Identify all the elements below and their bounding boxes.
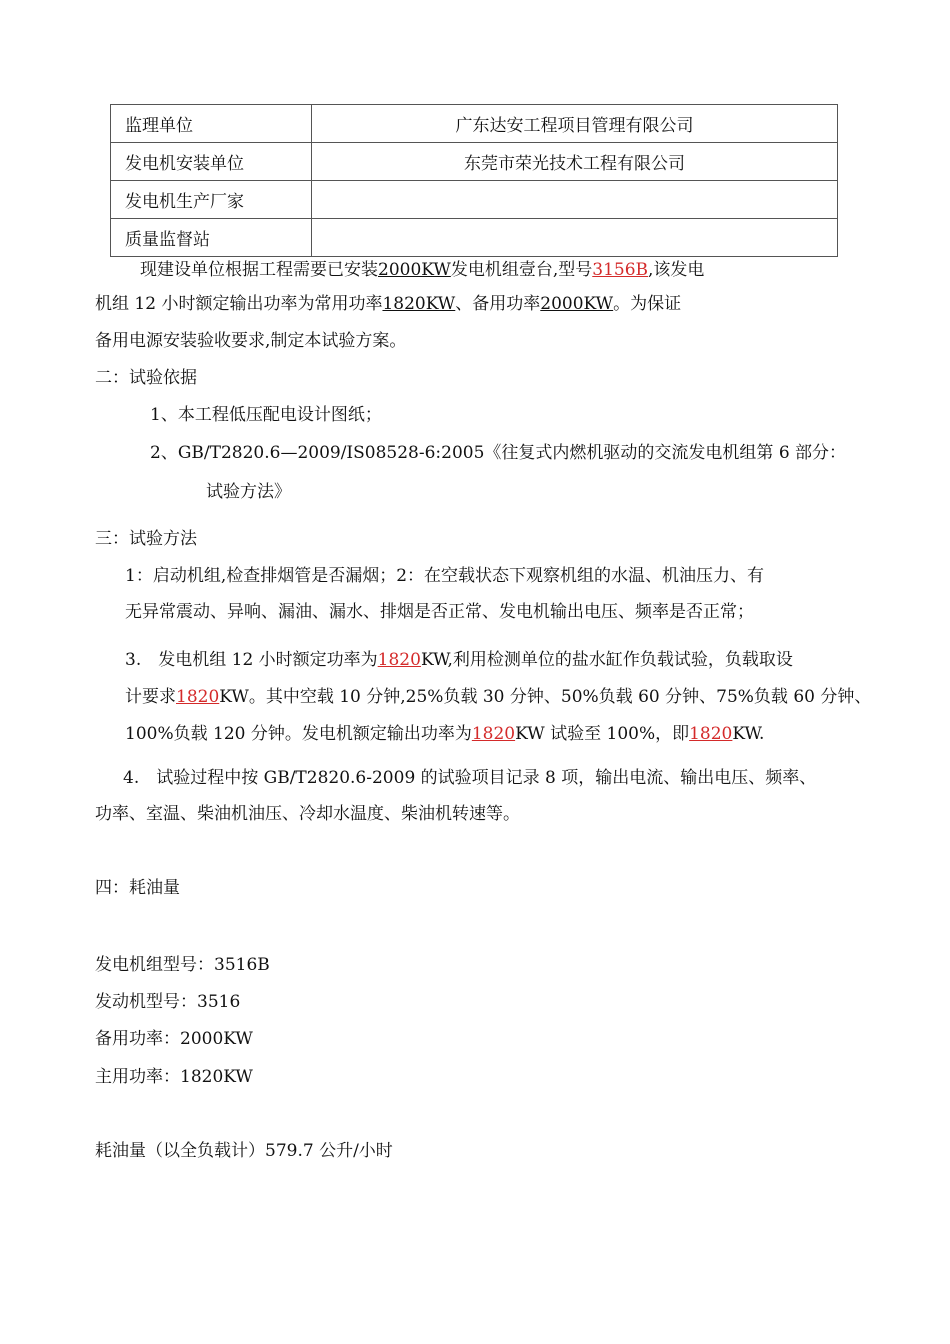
section-heading: 四：耗油量	[95, 878, 180, 898]
spec-line: 发动机型号：3516	[95, 992, 241, 1012]
intro-line-3: 备用电源安装验收要求,制定本试验方案。	[95, 331, 407, 351]
table-row	[111, 181, 838, 219]
text: 发电机组壹台,型号	[450, 260, 593, 280]
text: 100%负载 120 分钟。发电机额定输出功率为	[125, 724, 472, 744]
table-label: 质量监督站	[111, 219, 312, 257]
text: 现建设单位根据工程需要已安装	[140, 260, 378, 280]
standby-power: 2000KW	[540, 294, 614, 314]
rated-power-value: 1820	[689, 724, 733, 744]
fuel-consumption: 耗油量（以全负载计）579.7 公升/小时	[95, 1141, 393, 1161]
text: KW,利用检测单位的盐水缸作负载试验，负载取设	[420, 650, 793, 670]
table-label: 发电机安装单位	[111, 143, 312, 181]
section-heading: 二：试验依据	[95, 368, 197, 388]
basis-item-continued: 试验方法》	[206, 482, 291, 502]
method-paragraph	[125, 722, 764, 746]
text: 计要求	[125, 687, 176, 707]
section-heading: 三：试验方法	[95, 529, 197, 549]
text: 。为保证	[613, 294, 682, 314]
table-value: 东莞市荣光技术工程有限公司	[312, 143, 838, 181]
spec-line: 备用功率：2000KW	[95, 1029, 253, 1049]
method-paragraph	[125, 685, 871, 709]
basis-item: 2、GB/T2820.6—2009/IS08528-6:2005《往复式内燃机驱动的交流发电机组第 6 部分：	[150, 443, 847, 463]
model-number: 3156B	[592, 260, 649, 280]
info-table	[110, 104, 838, 257]
rated-power-value: 1820	[176, 687, 220, 707]
method-paragraph: 1：启动机组,检查排烟管是否漏烟；2：在空载状态下观察机组的水温、机油压力、有	[125, 566, 765, 586]
table-value	[312, 181, 838, 219]
common-power: 1820KW	[382, 294, 456, 314]
installed-power: 2000KW	[378, 260, 451, 280]
spec-line: 主用功率：1820KW	[95, 1067, 253, 1087]
method-paragraph: 无异常震动、异响、漏油、漏水、排烟是否正常、发电机输出电压、频率是否正常；	[125, 602, 754, 622]
text: KW。其中空载 10 分钟,25%负载 30 分钟、50%负载 60 分钟、75%负载 60 分钟、	[219, 687, 872, 707]
intro-line-1	[140, 258, 704, 282]
method-paragraph	[125, 648, 793, 672]
table-row	[111, 219, 838, 257]
rated-power-value: 1820	[471, 724, 516, 744]
table-value: 广东达安工程项目管理有限公司	[312, 105, 838, 143]
intro-line-2	[95, 292, 681, 316]
method-paragraph: 功率、室温、柴油机油压、冷却水温度、柴油机转速等。	[95, 804, 520, 824]
basis-item: 1、本工程低压配电设计图纸；	[150, 405, 382, 425]
rated-power-value: 1820	[377, 650, 421, 670]
text: 3. 发电机组 12 小时额定功率为	[125, 650, 378, 670]
text: ,该发电	[648, 260, 705, 280]
table-row	[111, 105, 838, 143]
text: 、备用功率	[455, 294, 541, 314]
table-row	[111, 143, 838, 181]
table-value	[312, 219, 838, 257]
text: KW.	[732, 724, 765, 744]
spec-line: 发电机组型号：3516B	[95, 955, 270, 975]
table-label: 发电机生产厂家	[111, 181, 312, 219]
method-paragraph: 4. 试验过程中按 GB/T2820.6-2009 的试验项目记录 8 项，输出电流、输出电压、频率、	[123, 768, 817, 788]
table-label: 监理单位	[111, 105, 312, 143]
text: 机组 12 小时额定输出功率为常用功率	[95, 294, 383, 314]
text: KW 试验至 100%，即	[515, 724, 690, 744]
